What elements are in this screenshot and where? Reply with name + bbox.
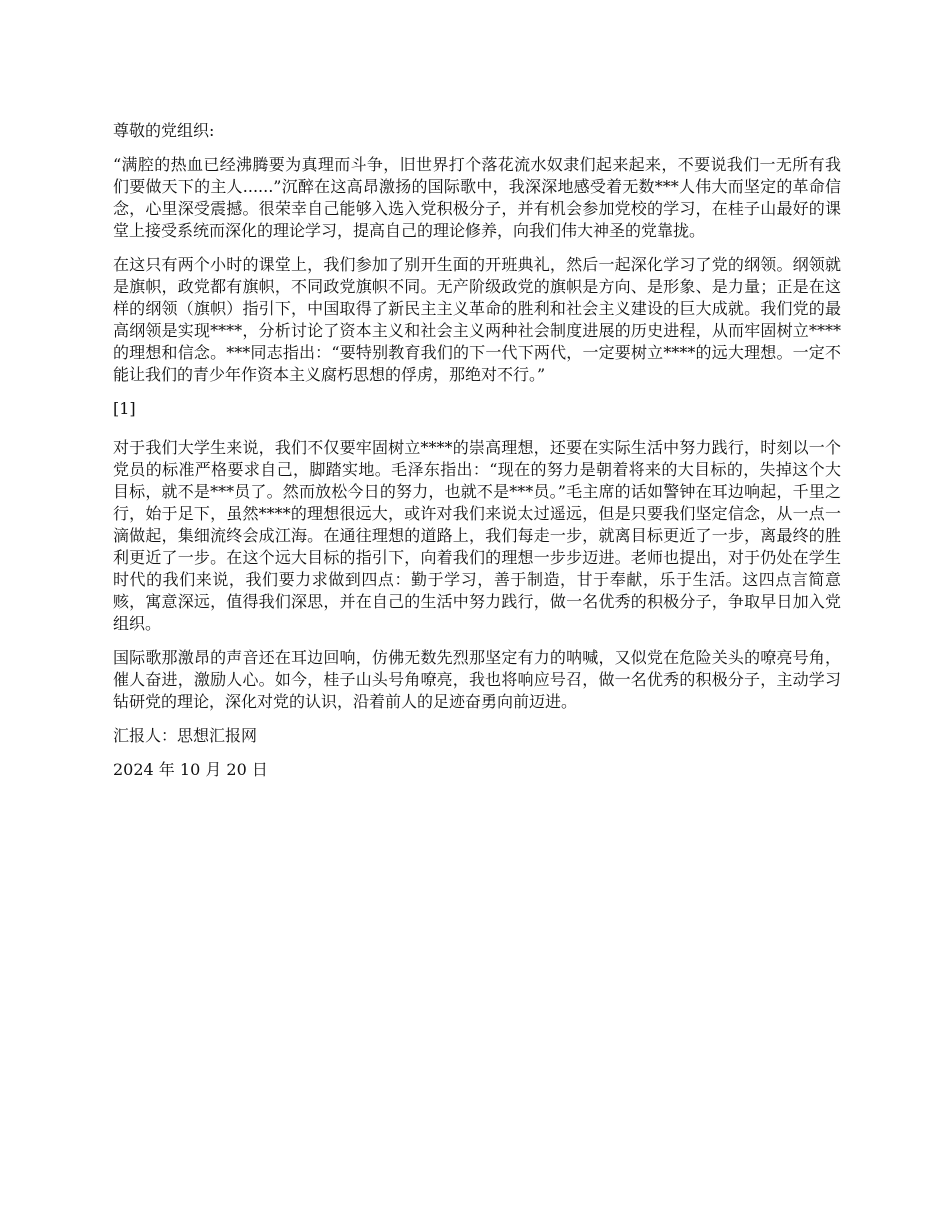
paragraph-class-summary: 在这只有两个小时的课堂上，我们参加了别开生面的开班典礼，然后一起深化学习了党的纲领。纲领就是旗帜，政党都有旗帜，不同政党旗帜不同。无产阶级政党的旗帜是方向、是形象、是力量；正是在这样的纲领（旗帜）指引下，中国取得了新民主主义革命的胜利和社会主义建设的巨大成就。我们党的最高纲领是实现****，分析讨论了资本主义和社会主义两种社会制度进展的历史进程，从而牢固树立****的理想和信念。***同志指出：“要特别教育我们的下一代下两代，一定要树立****的远大理想。一定不能让我们的青少年作资本主义腐朽思想的俘虏，那绝对不行。” (113, 255, 841, 384)
document-body (113, 120, 841, 781)
paragraph-closing: 国际歌那激昂的声音还在耳边回响，仿佛无数先烈那坚定有力的呐喊，又似党在危险关头的嘹亮号角，催人奋进，激励人心。如今，桂子山头号角嘹亮，我也将响应号召，做一名优秀的积极分子，主动学习钻研党的理论，深化对党的认识，沿着前人的足迹奋勇向前迈进。 (113, 648, 841, 711)
paragraph-student-practice: 对于我们大学生来说，我们不仅要牢固树立****的崇高理想，还要在实际生活中努力践行，时刻以一个党员的标准严格要求自己，脚踏实地。毛泽东指出：“现在的努力是朝着将来的大目标的，失掉这个大目标，就不是***员了。然而放松今日的努力，也就不是***员。”毛主席的话如警钟在耳边响起，千里之行，始于足下，虽然****的理想很远大，或许对我们来说太过遥远，但是只要我们坚定信念，从一点一滴做起，集细流终会成江海。在通往理想的道路上，我们每走一步，就离目标更近了一步，离最终的胜利更近了一步。在这个远大目标的指引下，向着我们的理想一步步迈进。老师也提出，对于仍处在学生时代的我们来说，我们要力求做到四点：勤于学习，善于制造，甘于奉献，乐于生活。这四点言简意赅，寓意深远，值得我们深思，并在自己的生活中努力践行，做一名优秀的积极分子，争取早日加入党组织。 (113, 438, 841, 633)
signer-line: 汇报人：思想汇报网 (113, 726, 258, 745)
footnote-marker: [1] (113, 399, 136, 418)
paragraph-opening: “满腔的热血已经沸腾要为真理而斗争，旧世界打个落花流水奴隶们起来起来，不要说我们一无所有我们要做天下的主人......”沉醉在这高昂激扬的国际歌中，我深深地感受着无数***人伟大而坚定的革命信念，心里深受震撼。很荣幸自己能够入选入党积极分子，并有机会参加党校的学习，在桂子山最好的课堂上接受系统而深化的理论学习，提高自己的理论修养，向我们伟大神圣的党靠拢。 (113, 155, 841, 240)
salutation: 尊敬的党组织: (113, 121, 215, 140)
date-line: 2024 年 10 月 20 日 (113, 760, 268, 779)
